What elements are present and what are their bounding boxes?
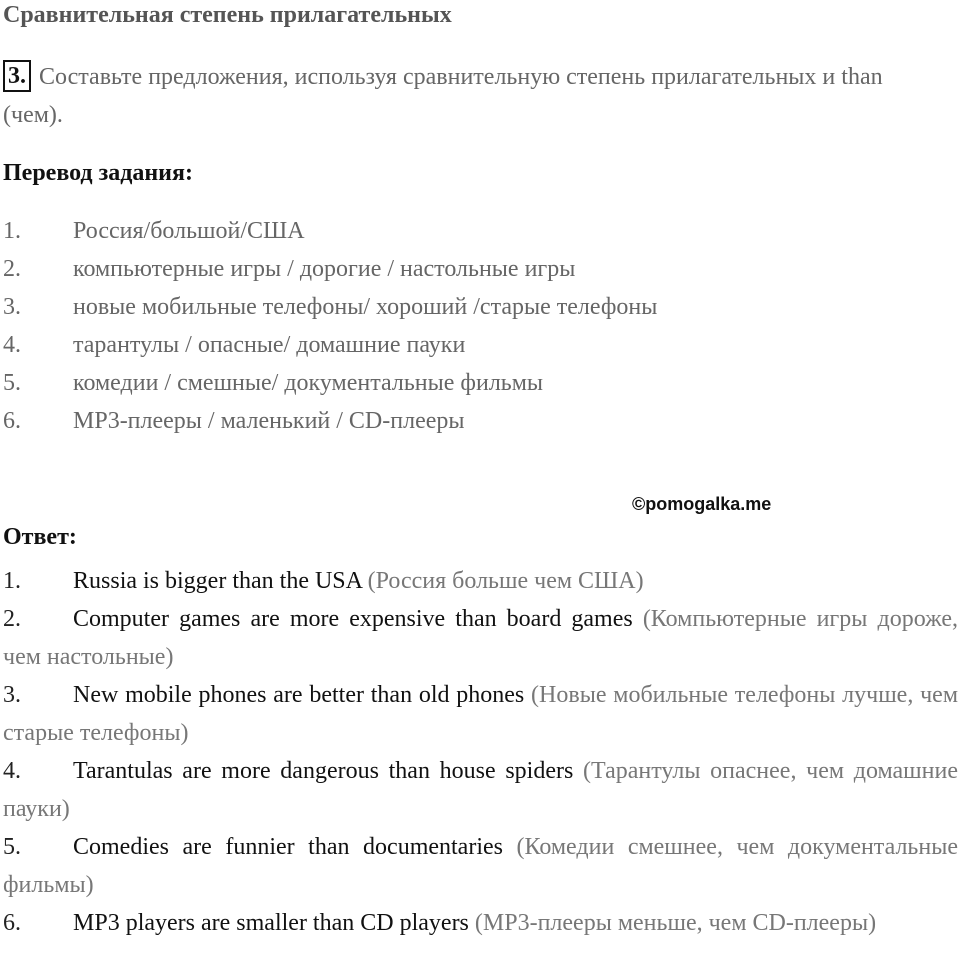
answer-item <box>3 828 958 904</box>
answer-english: Tarantulas are more dangerous than house spiders <box>73 758 574 784</box>
list-item <box>3 402 657 440</box>
item-number: 1. <box>3 218 21 244</box>
item-number: 3. <box>3 294 21 320</box>
item-number: 2. <box>3 256 21 282</box>
item-number: 3. <box>3 682 21 708</box>
answer-title: Ответ: <box>3 524 77 550</box>
answer-english: Russia is bigger than the USA <box>73 568 362 594</box>
list-item <box>3 288 657 326</box>
answer-russian: (Комедии смешнее, чем документальные фильмы) <box>3 834 958 898</box>
item-text: комедии / смешные/ документальные фильмы <box>73 370 544 396</box>
list-item <box>3 212 657 250</box>
item-text: Россия/большой/США <box>73 218 305 244</box>
task-block <box>3 58 943 134</box>
item-number: 2. <box>3 606 21 632</box>
item-number: 1. <box>3 568 21 594</box>
item-text: новые мобильные телефоны/ хороший /старые телефоны <box>73 294 658 320</box>
item-number: 5. <box>3 834 21 860</box>
list-item <box>3 250 657 288</box>
item-text: тарантулы / опасные/ домашние пауки <box>73 332 466 358</box>
answer-russian: (Компьютерные игры дороже, чем настольные) <box>3 606 959 670</box>
item-number: 6. <box>3 910 21 936</box>
item-number: 4. <box>3 332 21 358</box>
answer-english: Comedies are funnier than documentaries <box>73 834 503 860</box>
item-number: 6. <box>3 408 21 434</box>
list-item <box>3 364 657 402</box>
watermark: ©pomogalka.me <box>632 494 772 514</box>
answer-list <box>3 562 958 942</box>
answer-russian: (Новые мобильные телефоны лучше, чем старые телефоны) <box>3 682 959 746</box>
answer-russian: (Тарантулы опаснее, чем домашние пауки) <box>3 758 958 822</box>
page-heading: Сравнительная степень прилагательных <box>3 2 452 28</box>
item-text: компьютерные игры / дорогие / настольные игры <box>73 256 576 282</box>
item-number: 5. <box>3 370 21 396</box>
answer-item <box>3 676 958 752</box>
task-text: Составьте предложения, используя сравнительную степень прилагательных и than (чем). <box>3 64 883 128</box>
translation-list <box>3 212 657 440</box>
answer-item <box>3 562 958 600</box>
item-number: 4. <box>3 758 21 784</box>
answer-item <box>3 904 958 942</box>
list-item <box>3 326 657 364</box>
answer-item <box>3 600 958 676</box>
answer-english: Computer games are more expensive than board games <box>73 606 633 632</box>
answer-english: New mobile phones are better than old phones <box>73 682 525 708</box>
answer-russian: (MP3-плееры меньше, чем CD-плееры) <box>474 910 877 936</box>
answer-english: MP3 players are smaller than CD players <box>73 910 469 936</box>
task-number: 3. <box>3 60 31 92</box>
answer-russian: (Россия больше чем США) <box>367 568 644 594</box>
answer-item <box>3 752 958 828</box>
translation-title: Перевод задания: <box>3 160 193 186</box>
item-text: MP3-плееры / маленький / CD-плееры <box>73 408 465 434</box>
